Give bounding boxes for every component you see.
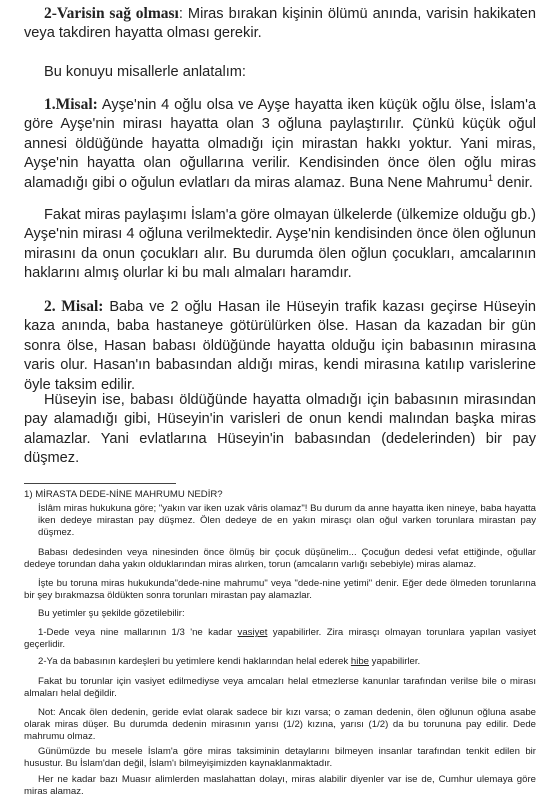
footnote-para-1: [24, 503, 536, 540]
footnote-para-6: [24, 656, 536, 668]
footnote-heading: 1) MİRASTA DEDE-NİNE MAHRUMU NEDİR?: [24, 489, 223, 500]
footnote-text: 2-Ya da babasının kardeşleri bu yetimlere kendi haklarından helal ederek: [38, 656, 351, 667]
footnote-text: Babası dedesinden veya ninesinden önce ölmüş bir çocuk düşünelim... Çocuğun dedesi vefat ettiğinde, oğullar dedeye torundan daha yakın olduklarından miras alırken, torun (amcaların varlığı sebebiyle) miras alamaz.: [24, 547, 536, 571]
footnote-para-10: [24, 774, 536, 798]
example-1: [24, 95, 536, 193]
footnote-text: Fakat bu torunlar için vasiyet edilmediyse veya amcaları helal etmezlerse kanunlar tarafından verilse bile o mirası almaları helal değildir.: [24, 676, 536, 700]
footnote-text: Bu yetimler şu şekilde gözetilebilir:: [38, 608, 185, 619]
footnote-text: 1-Dede veya nine mallarının 1/3 'ne kadar: [38, 627, 238, 638]
footnote-divider: [24, 483, 176, 484]
footnote-text: İslâm miras hukukuna göre; "yakın var iken uzak vâris olamaz"! Bu durum da anne hayatta iken nineye, baba hayatta iken dedeye mirastan pay düşmez. Ölen dedeye de en yakın mirasçı olan oğul varken torunlara mirastan pay düşmez.: [38, 503, 536, 539]
example-heading: 2. Misal:: [44, 298, 104, 315]
footnote-title: [24, 489, 536, 501]
example-2: [24, 297, 536, 395]
footnote-para-7: [24, 676, 536, 700]
paragraph-text-tail: denir.: [493, 174, 533, 191]
footnote-para-2: [24, 547, 536, 571]
example-heading: 1.Misal:: [44, 96, 98, 113]
paragraph-text: Bu konuyu misallerle anlatalım:: [44, 64, 246, 80]
paragraph-huseyin: [24, 391, 536, 469]
paragraph-text: : Miras bırakan kişinin ölümü anında, varisin hakikaten veya takdiren hayatta olması gerekir.: [24, 6, 536, 42]
footnote-para-3: [24, 578, 536, 602]
footnote-text: Günümüzde bu mesele İslam'a göre miras taksiminin detaylarını bilmeyen insanlar tarafından tenkit edilen bir husustur. Bu İslam'dan değil, İslam'ı bilmeyişimizden kaynaklanmaktadır.: [24, 746, 536, 770]
footnote-text: yapabilirler. Zira mirasçı olmayan torunlara yapılan vasiyet geçerlidir.: [24, 627, 536, 651]
footnote-para-4: [24, 608, 536, 620]
footnote-para-8: [24, 707, 536, 744]
footnote-para-5: [24, 627, 536, 651]
paragraph-text: Fakat miras paylaşımı İslam'a göre olmayan ülkelerde (ülkemize olduğu gb.) Ayşe'nin mirası 4 oğluna verilmektedir. Ayşe'nin kendisinden önce ölen oğlunun mirasını da onun çocukları alır. Bu durumda ölen oğlun çocukları, amcalarının haklarını almış olurlar ki bu malı almaları haramdır.: [24, 207, 536, 282]
footnote-text: Her ne kadar bazı Muasır alimlerden maslahattan dolayı, miras alabilir diyenler var ise de, Cumhur ulemaya göre miras alamaz.: [24, 774, 536, 798]
vasiyet-term: vasiyet: [237, 627, 268, 638]
footnote-ref[interactable]: 1: [488, 172, 494, 183]
paragraph-text: Hüseyin ise, babası öldüğünde hayatta olmadığı için babasının mirasından pay alamadığı gibi, Hüseyin'in varisleri de onun kendi malından başka miras alamazlar. Yani evlatlarına Hüseyin'in babasından (dedelerinden) bir pay düşmez.: [24, 392, 536, 467]
footnote-text: yapabilirler.: [369, 656, 421, 667]
paragraph-varis-alive: [24, 4, 536, 44]
hibe-term: hibe: [350, 656, 370, 667]
section-heading: 2-Varisin sağ olması: [44, 5, 179, 22]
paragraph-text: Ayşe'nin 4 oğlu olsa ve Ayşe hayatta iken küçük oğlu ölse, İslam'a göre Ayşe'nin mirası hayatta olan 3 oğluna paylaştırılır. Çünkü küçük oğul annesi öldüğünde hayatta olmadığı için mirastan hakkı yoktur. Yani miras, Ayşe'nin hayatta olan oğullarına verilir. Kendisinden önce ölen oğlu miras alamadığı gibi o oğulun evlatları da miras alamaz. Buna Nene Mahrumu: [24, 97, 536, 191]
footnote-para-9: [24, 746, 536, 770]
paragraph-other-countries: [24, 206, 536, 284]
footnote-text: Not: Ancak ölen dedenin, geride evlat olarak sadece bir kızı varsa; o zaman dedenin, ölen oğlunun oğluna asabe olarak miras düşer. Bu durumda dedenin mirasının yarısı (1/2) kızına, yarısı (1/2) da bu torununa pay edilir. Dede mahrumu olmaz.: [24, 707, 536, 743]
footnote-text: İşte bu toruna miras hukukunda"dede-nine mahrumu" veya "dede-nine yetimi" denir. Eğer dede ölmeden torunlarına bir şey bırakmazsa öldükten sonra torunları mirastan pay alamazlar.: [24, 578, 536, 602]
paragraph-intro: [24, 63, 536, 82]
paragraph-text: Baba ve 2 oğlu Hasan ile Hüseyin trafik kazası geçirse Hüseyin kaza anında, baba hastaneye götürülürken ölse. Hasan da kazadan bir gün sonra ölse, Hasan babası öldüğünde hayatta olduğu için babasının mirasına varis olur. Hasan'ın babasından aldığı miras, kendi mirasına katılıp varislerine öyle taksim edilir.: [24, 299, 537, 393]
